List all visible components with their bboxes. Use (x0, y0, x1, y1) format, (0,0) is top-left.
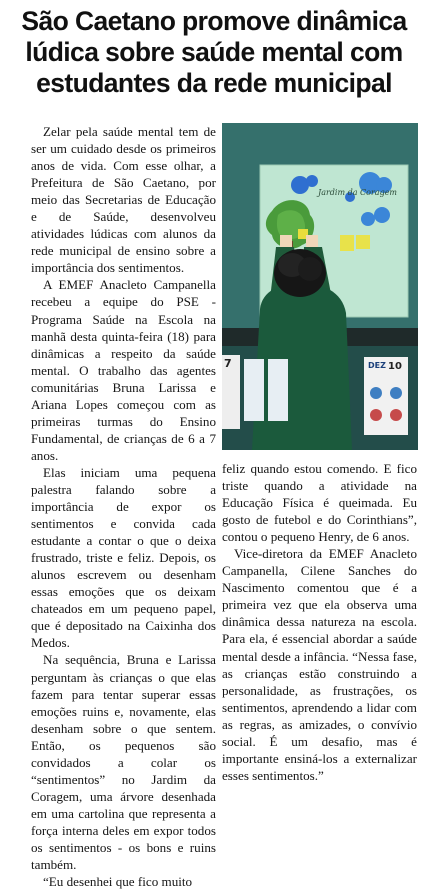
article-column-right (222, 460, 417, 784)
article-column-left (31, 123, 216, 890)
paragraph: Elas iniciam uma pequena palestra falando sobre a importância de expor os sentimentos e convida cada estudante a contar o que o deixa frustrado, triste e feliz. Depois, os alunos escrevem ou desenham essas emoções que os deixam chateados em um pequeno papel, que é depositado na Caixinha dos Medos. (31, 464, 216, 651)
article-photo (222, 123, 418, 450)
paragraph: “Eu desenhei que fico muito (43, 874, 193, 890)
paragraph: Zelar pela saúde mental tem de ser um cuidado desde os primeiros anos de vida. Com esse olhar, a Prefeitura de São Caetano, por meio das Secretarias de Educação e de Saúde, desenvolveu atividades lúdicas com alunos da rede municipal de ensino sobre a importância dos sentimentos. (31, 124, 216, 276)
photo-illustration (222, 123, 418, 450)
paragraph: feliz quando estou comendo. E fico triste quando a atividade na Educação Física é queimada. Eu gosto de futebol e do Corinthians”, contou o pequeno Henry, de 6 anos. (222, 461, 417, 545)
calendar-day: 10 (388, 361, 402, 372)
calendar-month: DEZ (368, 361, 386, 370)
calendar-side-number: 7 (224, 357, 232, 370)
paragraph: A EMEF Anacleto Campanella recebeu a equipe do PSE - Programa Saúde na Escola na manhã desta quinta-feira (18) para dinâmicas a respeito da saúde mental. O trabalho das agentes comunitárias Bruna Larissa e Ariana Lopes começou com as primeiras turmas do Ensino Fundamental, de crianças de 6 a 7 anos. (31, 277, 216, 463)
poster-text: Jardim da Coragem (318, 188, 398, 197)
paragraph: Na sequência, Bruna e Larissa perguntam às crianças o que elas fazem para tentar superar essas emoções ruins e, novamente, elas desenham sobre o que sentem. Então, os pequenos são convidados a colar os “sentimentos” no Jardim da Coragem, uma árvore desenhada em uma cartolina que representa a força interna deles em expor todos os sentimentos - os bons e ruins também. (31, 652, 216, 873)
paragraph: Vice-diretora da EMEF Anacleto Campanella, Cilene Sanches do Nascimento comentou que é a primeira vez que ela observa uma dinâmica dessa natureza na escola. Para ela, é essencial abordar a saúde mental desde a infância. “Nessa fase, as crianças estão construindo a personalidade, as frustrações, os sentimentos, aprendendo a lidar com as regras, as amizades, o convívio social. É um desafio, mas é importante ensiná-los a externalizar esses sentimentos.” (222, 546, 417, 783)
headline: São Caetano promove dinâmica lúdica sobre saúde mental com estudantes da rede municipal (21, 6, 407, 98)
